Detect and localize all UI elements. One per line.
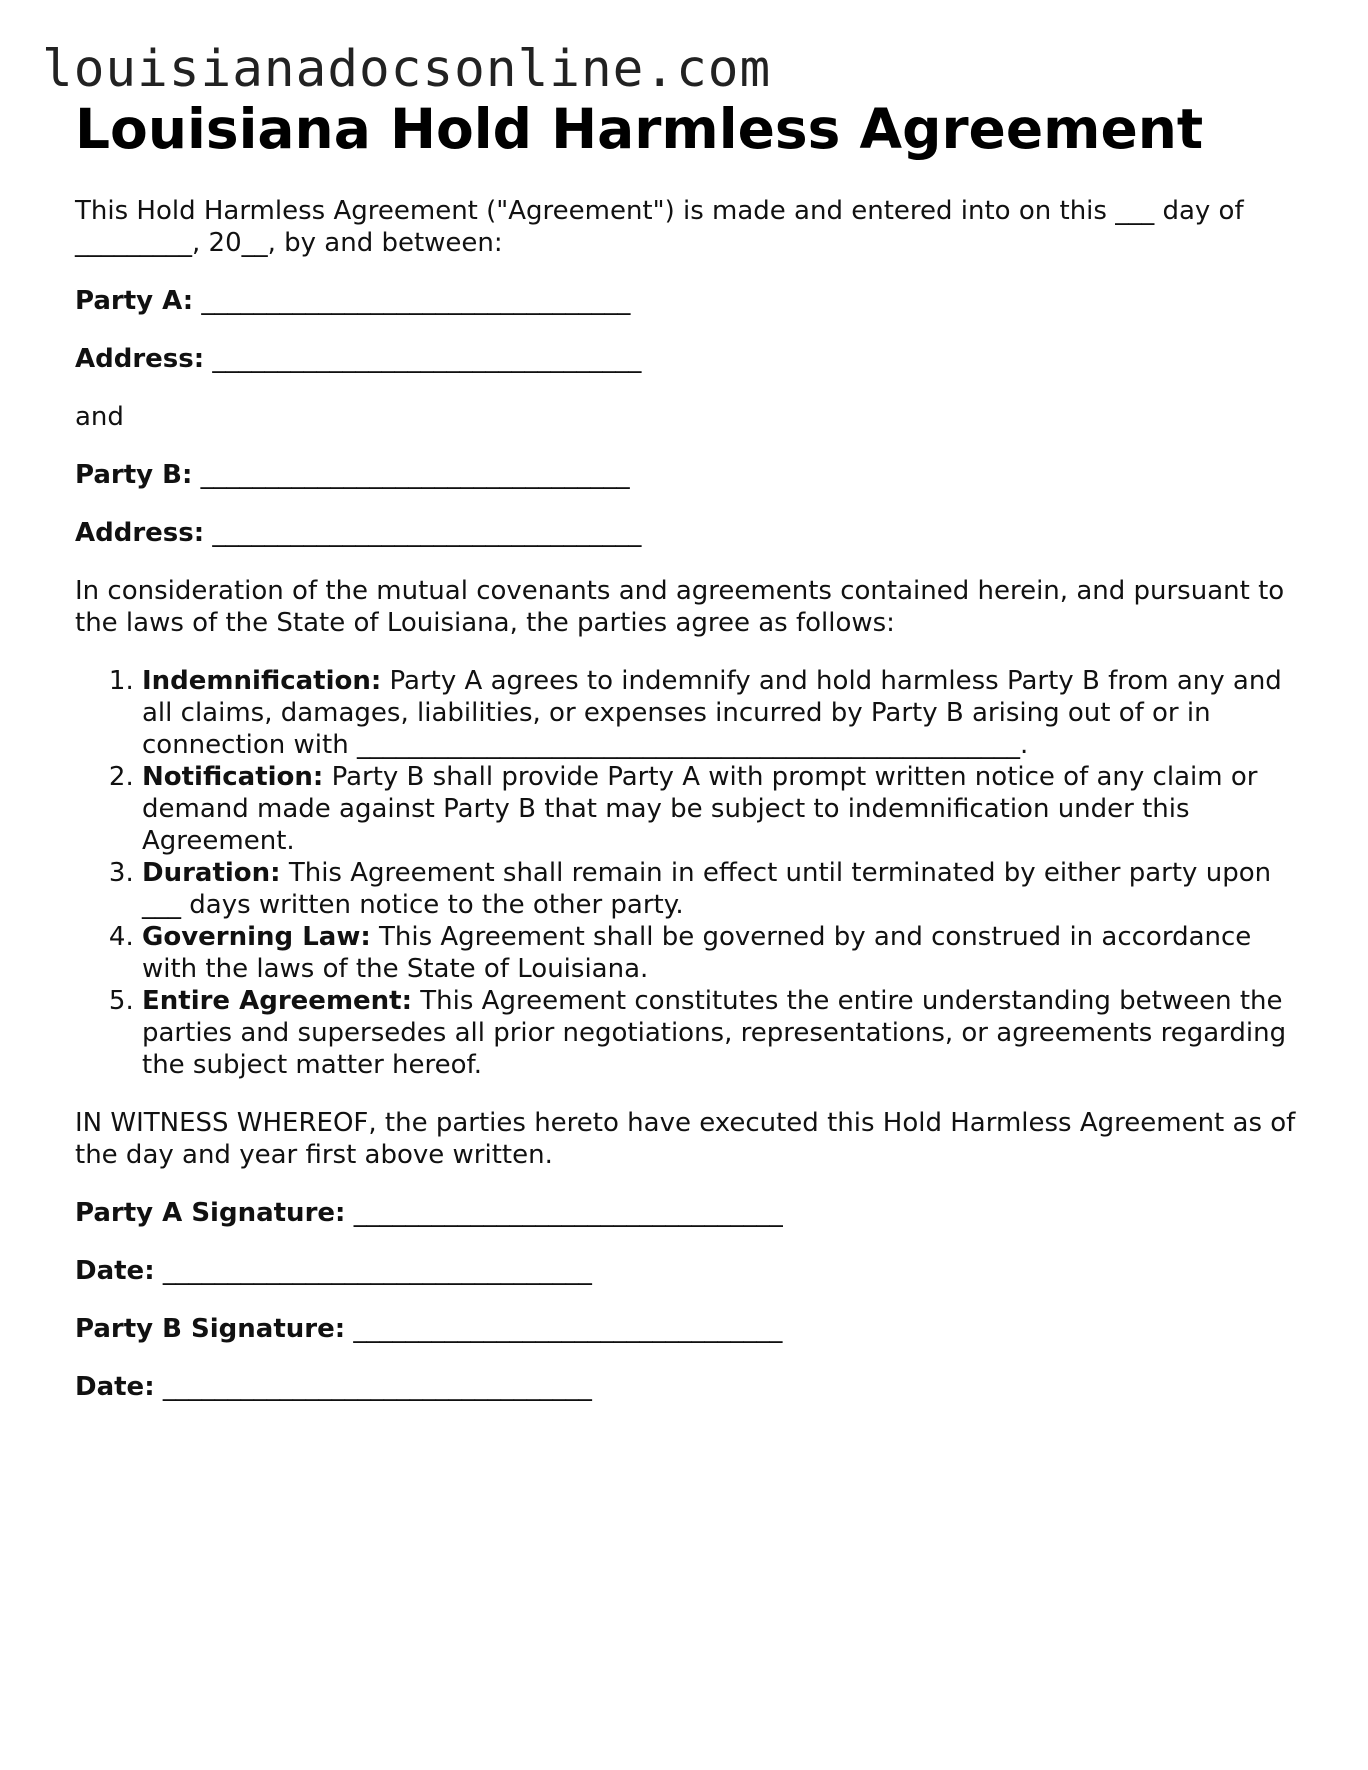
term-text: This Agreement shall remain in effect until terminated by either party upon ___ days written notice to the other party. [142,858,1272,920]
party-b-signature-label: Party B Signature: [75,1314,346,1344]
party-a-address-label: Address: [75,344,205,374]
term-text: This Agreement shall be governed by and construed in accordance with the laws of the State of Louisiana. [142,922,1252,984]
party-a-date-blank[interactable]: _________________________________ [162,1256,592,1286]
term-text: Party B shall provide Party A with prompt written notice of any claim or demand made against Party B that may be subject to indemnification under this Agreement. [142,762,1258,856]
party-a-address-field[interactable] [75,343,1297,375]
party-b-field[interactable] [75,459,1297,491]
party-b-address-blank[interactable]: _________________________________ [212,518,642,548]
party-b-date-field[interactable] [75,1371,1297,1403]
list-item [142,921,1297,985]
witness-paragraph: IN WITNESS WHEREOF, the parties hereto have executed this Hold Harmless Agreement as of the day and year first above written. [75,1108,1296,1170]
party-b-address-label: Address: [75,518,205,548]
term-text: This Agreement constitutes the entire understanding between the parties and supersedes all prior negotiations, representations, or agreements regarding the subject matter hereof. [142,986,1287,1080]
party-a-blank[interactable]: _________________________________ [201,286,631,316]
party-b-signature-field[interactable] [75,1313,1297,1345]
term-label: Notification: [142,762,324,792]
party-a-date-field[interactable] [75,1255,1297,1287]
term-text: Party A agrees to indemnify and hold harmless Party B from any and all claims, damages, liabilities, or expenses incurred by Party B arising out of or in connection with ___________________________________________________. [142,666,1282,760]
term-label: Governing Law: [142,922,371,952]
term-label: Duration: [142,858,281,888]
party-a-signature-blank[interactable]: _________________________________ [353,1198,783,1228]
party-a-signature-label: Party A Signature: [75,1198,346,1228]
term-label: Entire Agreement: [142,986,413,1016]
intro-line-2: _________, 20__, by and between: [75,228,503,258]
intro-paragraph [75,195,1297,259]
list-item [142,665,1297,761]
list-item [142,761,1297,857]
consideration-paragraph: In consideration of the mutual covenants and agreements contained herein, and pursuant to the laws of the State of Louisiana, the parties agree as follows: [75,576,1285,638]
list-item [142,985,1297,1081]
party-a-field[interactable] [75,285,1297,317]
site-watermark: louisianadocsonline.com [42,40,772,99]
party-a-label: Party A: [75,286,194,316]
party-b-blank[interactable]: _________________________________ [200,460,630,490]
agreement-document [75,96,1297,1403]
and-text: and [75,402,124,432]
party-b-date-label: Date: [75,1372,155,1402]
term-label: Indemnification: [142,666,382,696]
party-b-label: Party B: [75,460,193,490]
party-a-date-label: Date: [75,1256,155,1286]
terms-list [75,665,1297,1081]
party-a-address-blank[interactable]: _________________________________ [212,344,642,374]
party-b-signature-blank[interactable]: _________________________________ [353,1314,783,1344]
list-item [142,857,1297,921]
party-a-signature-field[interactable] [75,1197,1297,1229]
intro-line-1: This Hold Harmless Agreement ("Agreement") is made and entered into on this ___ day of [75,196,1244,226]
party-b-date-blank[interactable]: _________________________________ [162,1372,592,1402]
page-title: Louisiana Hold Harmless Agreement [75,97,1204,161]
party-b-address-field[interactable] [75,517,1297,549]
